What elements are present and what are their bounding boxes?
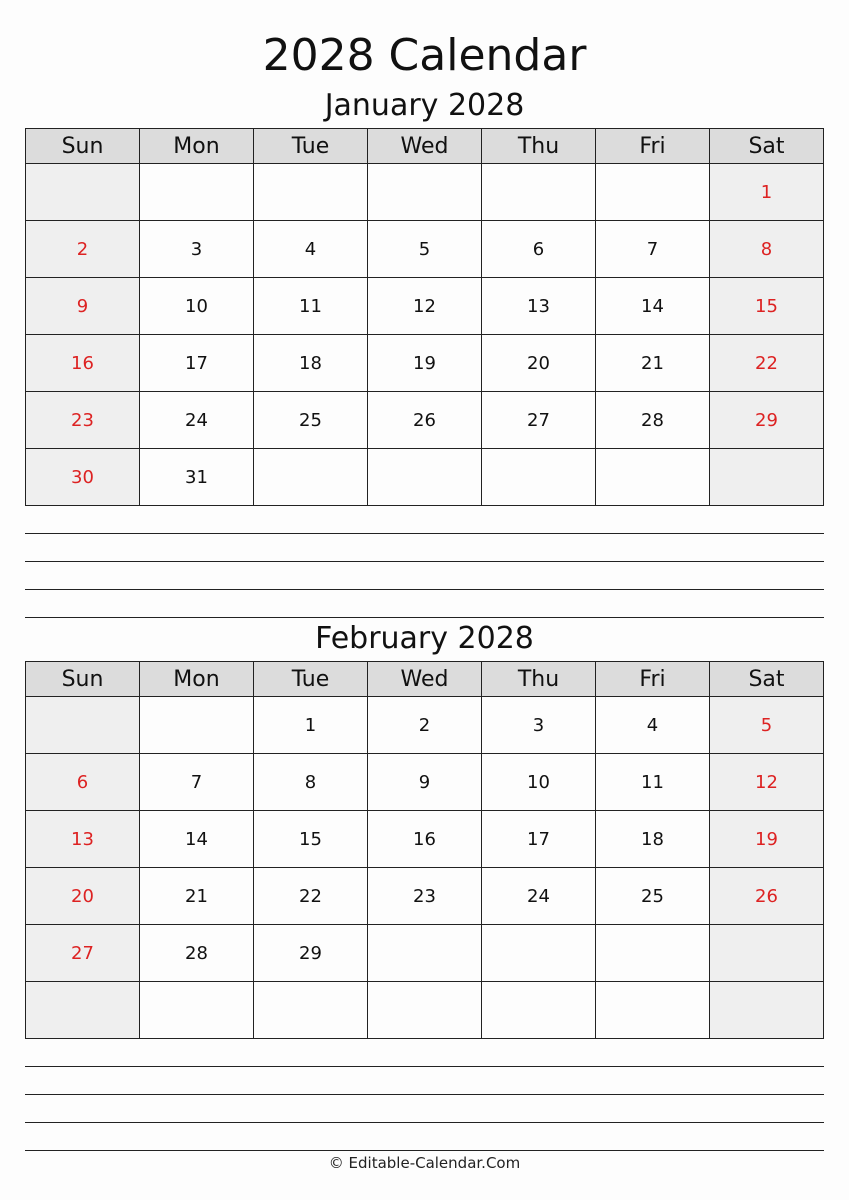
note-line	[25, 561, 824, 562]
weekday-header-row	[26, 662, 824, 697]
week-row	[26, 925, 824, 982]
day-cell	[368, 164, 482, 221]
day-cell	[482, 449, 596, 506]
weekday-header: Mon	[140, 662, 254, 697]
day-cell: 12	[368, 278, 482, 335]
day-cell: 24	[482, 868, 596, 925]
day-cell	[368, 925, 482, 982]
day-cell	[482, 925, 596, 982]
day-cell: 19	[710, 811, 824, 868]
day-cell	[710, 449, 824, 506]
note-line	[25, 617, 824, 618]
week-row	[26, 221, 824, 278]
day-cell: 26	[710, 868, 824, 925]
day-cell: 12	[710, 754, 824, 811]
day-cell	[596, 164, 710, 221]
day-cell: 4	[596, 697, 710, 754]
week-row	[26, 335, 824, 392]
day-cell: 6	[482, 221, 596, 278]
day-cell	[710, 982, 824, 1039]
day-cell: 25	[596, 868, 710, 925]
week-row	[26, 449, 824, 506]
day-cell: 17	[140, 335, 254, 392]
day-cell: 30	[26, 449, 140, 506]
day-cell: 28	[140, 925, 254, 982]
week-row	[26, 868, 824, 925]
weekday-header: Thu	[482, 129, 596, 164]
week-row	[26, 278, 824, 335]
day-cell: 29	[254, 925, 368, 982]
note-line	[25, 589, 824, 590]
note-line	[25, 1094, 824, 1095]
weekday-header: Tue	[254, 129, 368, 164]
day-cell	[482, 982, 596, 1039]
day-cell	[482, 164, 596, 221]
day-cell: 20	[26, 868, 140, 925]
day-cell: 19	[368, 335, 482, 392]
weekday-header: Sat	[710, 662, 824, 697]
day-cell	[26, 982, 140, 1039]
day-cell: 13	[482, 278, 596, 335]
day-cell: 26	[368, 392, 482, 449]
day-cell	[596, 982, 710, 1039]
day-cell: 13	[26, 811, 140, 868]
weekday-header: Mon	[140, 129, 254, 164]
day-cell	[254, 164, 368, 221]
day-cell	[140, 697, 254, 754]
week-row	[26, 392, 824, 449]
weekday-header: Tue	[254, 662, 368, 697]
weekday-header-row	[26, 129, 824, 164]
day-cell: 16	[26, 335, 140, 392]
day-cell: 1	[710, 164, 824, 221]
day-cell	[140, 982, 254, 1039]
month-title-february: February 2028	[315, 621, 534, 656]
month-title-january: January 2028	[324, 88, 525, 123]
day-cell: 25	[254, 392, 368, 449]
day-cell: 2	[26, 221, 140, 278]
weekday-header: Fri	[596, 662, 710, 697]
day-cell: 31	[140, 449, 254, 506]
day-cell: 7	[140, 754, 254, 811]
day-cell: 21	[140, 868, 254, 925]
week-row	[26, 811, 824, 868]
day-cell: 14	[140, 811, 254, 868]
day-cell: 4	[254, 221, 368, 278]
weekday-header: Wed	[368, 129, 482, 164]
day-cell: 11	[596, 754, 710, 811]
day-cell: 8	[710, 221, 824, 278]
weekday-header: Fri	[596, 129, 710, 164]
day-cell: 3	[140, 221, 254, 278]
note-line	[25, 533, 824, 534]
week-row	[26, 164, 824, 221]
day-cell: 28	[596, 392, 710, 449]
day-cell: 10	[482, 754, 596, 811]
day-cell	[596, 925, 710, 982]
day-cell	[254, 449, 368, 506]
day-cell	[368, 982, 482, 1039]
day-cell: 5	[710, 697, 824, 754]
day-cell: 9	[368, 754, 482, 811]
calendar-grid-february	[25, 661, 824, 1039]
weekday-header: Wed	[368, 662, 482, 697]
day-cell	[254, 982, 368, 1039]
week-row	[26, 697, 824, 754]
day-cell: 9	[26, 278, 140, 335]
day-cell: 27	[482, 392, 596, 449]
day-cell: 5	[368, 221, 482, 278]
note-line	[25, 1122, 824, 1123]
day-cell: 15	[254, 811, 368, 868]
day-cell: 14	[596, 278, 710, 335]
weekday-header: Thu	[482, 662, 596, 697]
note-line	[25, 1066, 824, 1067]
day-cell: 18	[254, 335, 368, 392]
day-cell: 21	[596, 335, 710, 392]
day-cell: 8	[254, 754, 368, 811]
weekday-header: Sat	[710, 129, 824, 164]
day-cell: 6	[26, 754, 140, 811]
week-row	[26, 754, 824, 811]
day-cell: 23	[26, 392, 140, 449]
calendar-grid-january	[25, 128, 824, 506]
day-cell: 3	[482, 697, 596, 754]
day-cell: 18	[596, 811, 710, 868]
day-cell	[596, 449, 710, 506]
day-cell: 7	[596, 221, 710, 278]
page-title: 2028 Calendar	[262, 30, 587, 81]
day-cell	[26, 164, 140, 221]
day-cell: 23	[368, 868, 482, 925]
day-cell	[26, 697, 140, 754]
note-line	[25, 1150, 824, 1151]
day-cell: 16	[368, 811, 482, 868]
week-row	[26, 982, 824, 1039]
day-cell	[368, 449, 482, 506]
day-cell: 24	[140, 392, 254, 449]
day-cell: 29	[710, 392, 824, 449]
day-cell: 22	[710, 335, 824, 392]
day-cell: 22	[254, 868, 368, 925]
weekday-header: Sun	[26, 129, 140, 164]
day-cell: 1	[254, 697, 368, 754]
day-cell: 10	[140, 278, 254, 335]
day-cell: 15	[710, 278, 824, 335]
day-cell	[710, 925, 824, 982]
day-cell: 17	[482, 811, 596, 868]
day-cell: 11	[254, 278, 368, 335]
day-cell: 20	[482, 335, 596, 392]
weekday-header: Sun	[26, 662, 140, 697]
day-cell: 2	[368, 697, 482, 754]
day-cell: 27	[26, 925, 140, 982]
day-cell	[140, 164, 254, 221]
footer-credit: © Editable-Calendar.Com	[328, 1154, 521, 1172]
